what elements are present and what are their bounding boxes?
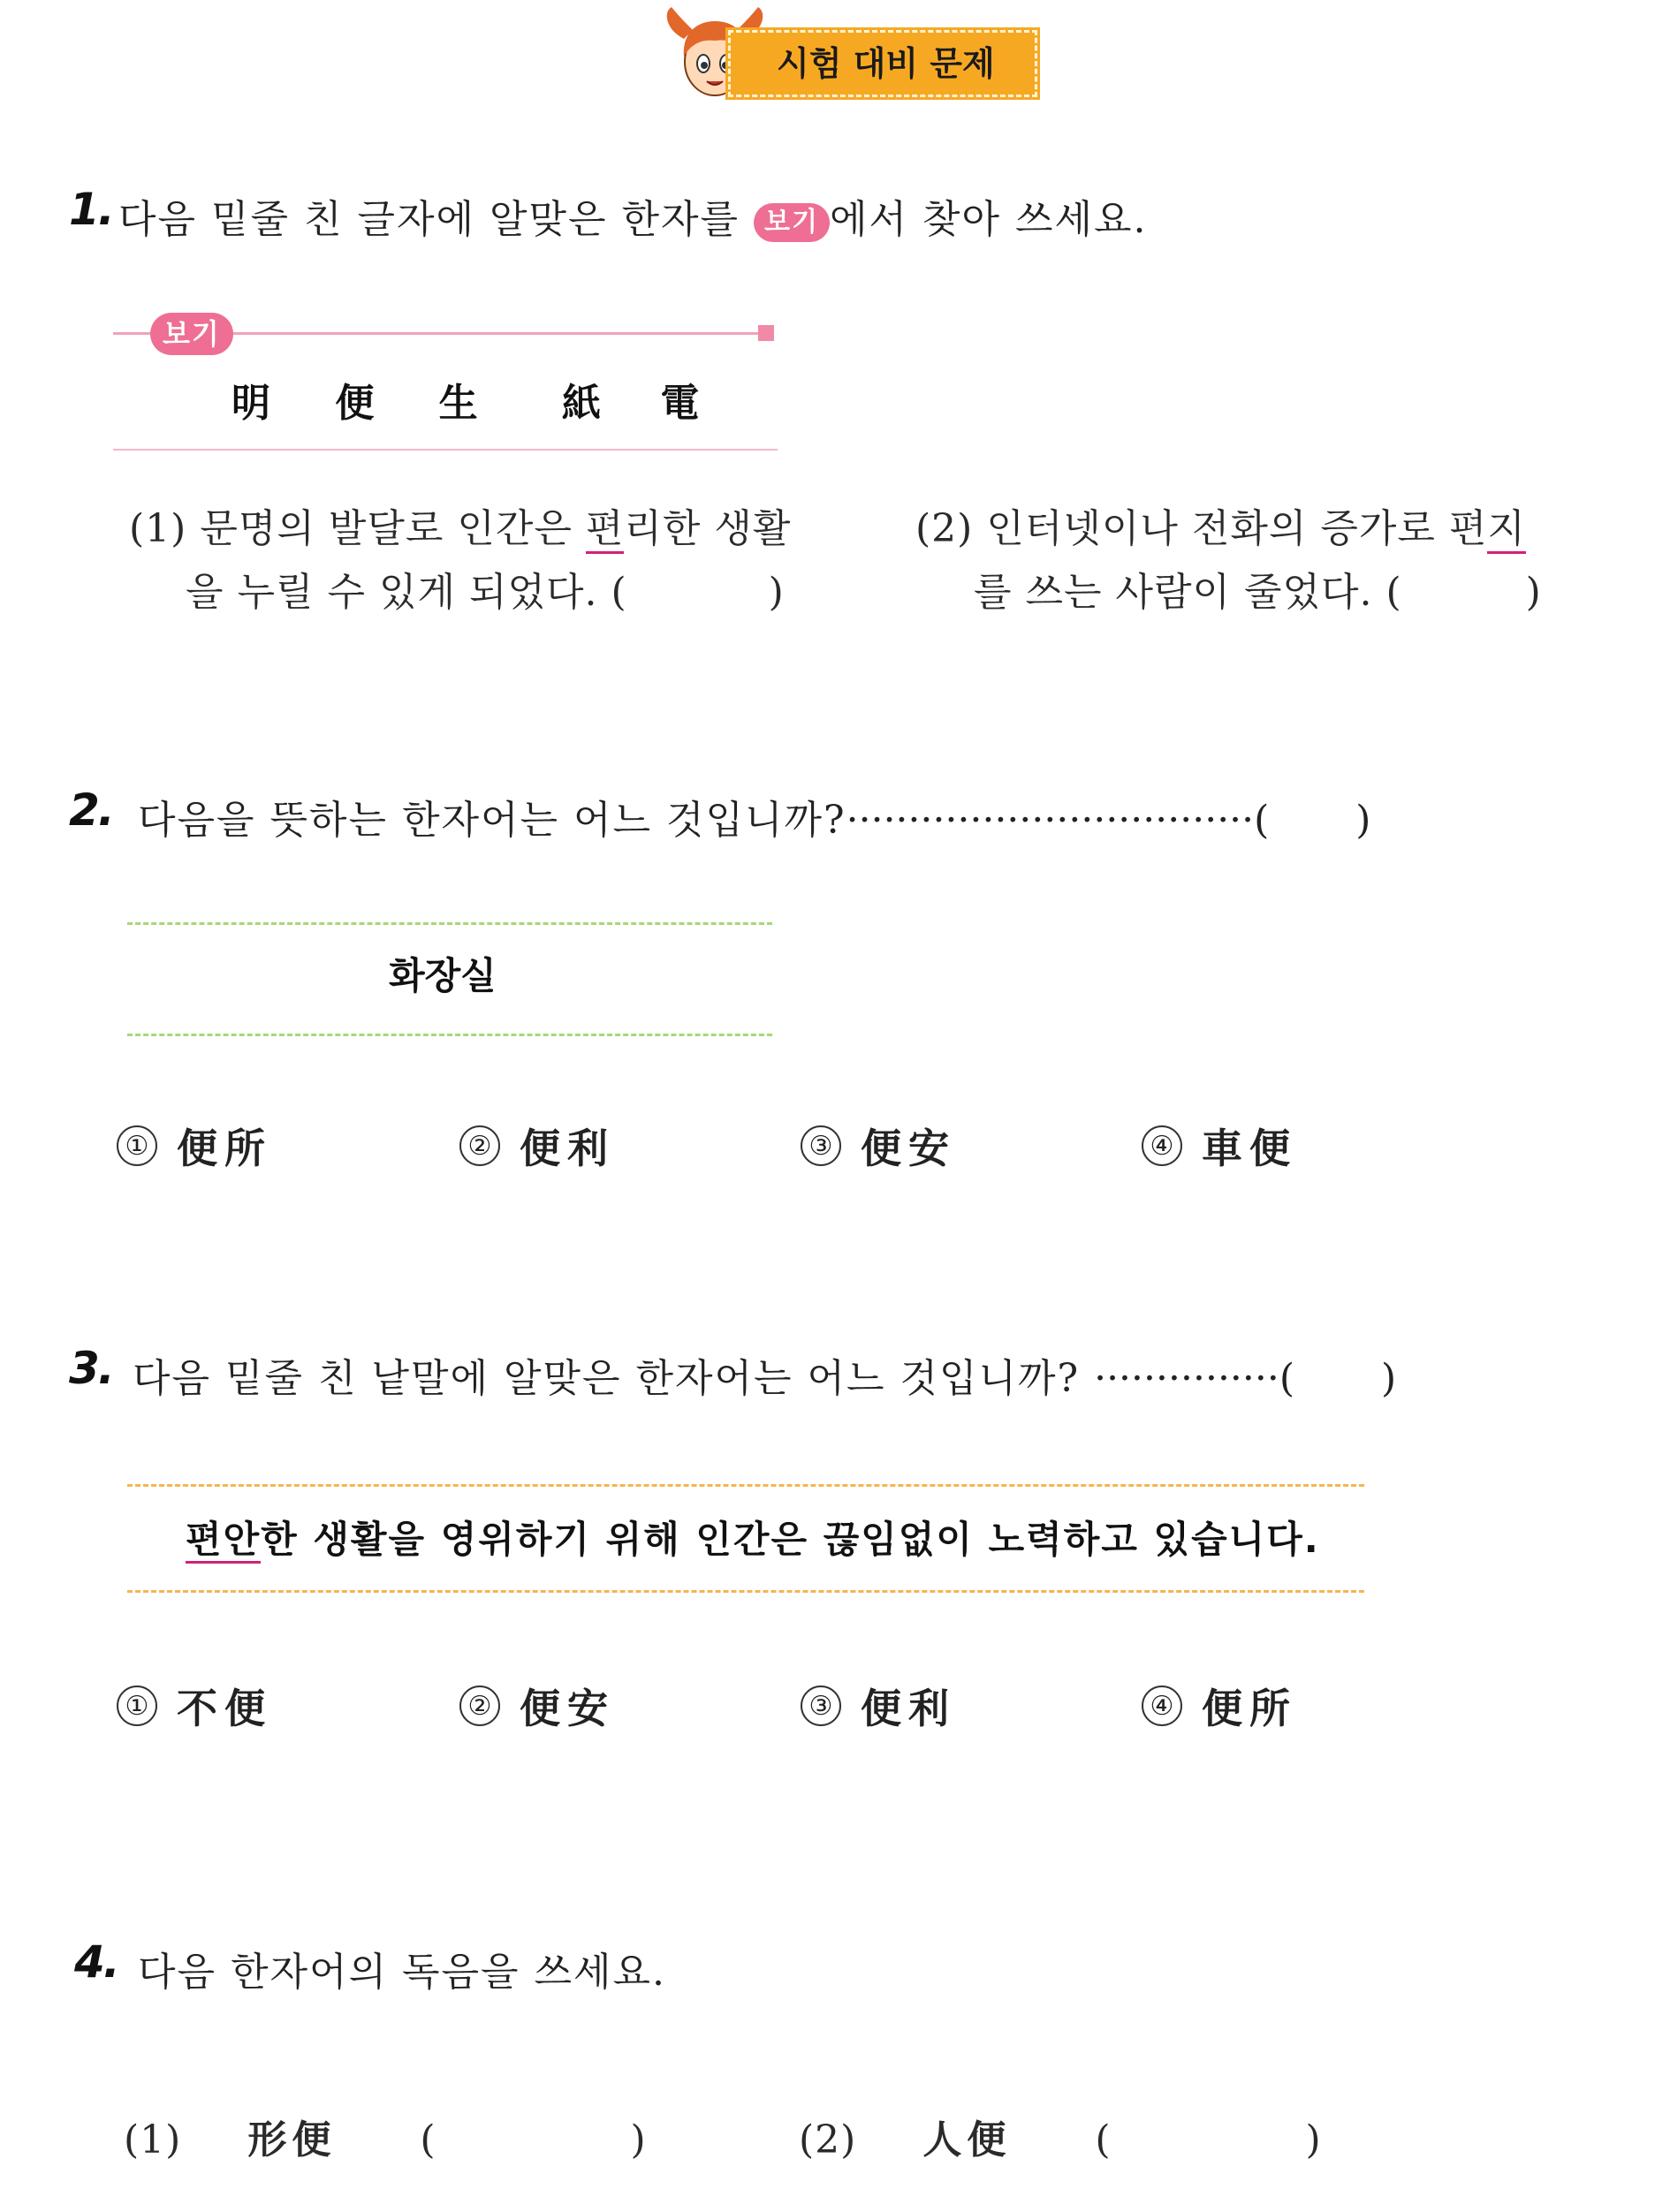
- q4-item-1: (1) 形便 ( ): [124, 2117, 647, 2163]
- q1-item-1-line-2: 을 누릴 수 있게 되었다. ( ): [186, 570, 785, 615]
- question-1-text: 다음 밑줄 친 글자에 알맞은 한자를 보기 에서 찾아 쓰세요.: [118, 197, 1148, 242]
- q2-choice-1[interactable]: ① 便所: [117, 1117, 272, 1175]
- hanja-options: [232, 371, 699, 428]
- q3-choice-2[interactable]: ② 便安: [459, 1677, 615, 1735]
- q1-item-2-line-2: 를 쓰는 사람이 줄었다. ( ): [974, 570, 1542, 615]
- q1-item-2-line-1: (2) 인터넷이나 전화의 증가로 편지: [915, 496, 1526, 553]
- hanja-option: 明: [232, 381, 270, 426]
- orange-dashed-top: [127, 1484, 1364, 1487]
- question-number-1: 1.: [69, 184, 113, 235]
- q2-choice-2[interactable]: ② 便利: [459, 1117, 615, 1175]
- q3-sentence: 편안한 생활을 영위하기 위해 인간은 끊임없이 노력하고 있습니다.: [186, 1511, 1320, 1564]
- green-dashed-bottom: [127, 1034, 772, 1036]
- underlined-char: 지: [1487, 506, 1526, 554]
- question-number-4: 4.: [74, 1936, 118, 1988]
- q3-choice-4[interactable]: ④ 便所: [1142, 1677, 1297, 1735]
- orange-dashed-bottom: [127, 1590, 1364, 1593]
- question-number-3: 3.: [69, 1343, 113, 1394]
- underlined-char: 편: [586, 506, 625, 554]
- answer-paren[interactable]: ( ): [1279, 1356, 1399, 1401]
- question-2-text: 다음을 뜻하는 한자어는 어느 것입니까?·································( ): [138, 798, 1373, 843]
- hanja-option: 紙: [561, 381, 601, 426]
- q2-choice-4[interactable]: ④ 車便: [1142, 1117, 1297, 1175]
- q1-item-1-line-1: (1) 문명의 발달로 인간은 편리한 생활: [129, 496, 791, 553]
- question-4-text: 다음 한자어의 독음을 쓰세요.: [138, 1950, 666, 1995]
- bogi-box-label: 보기: [150, 313, 233, 355]
- hanja-option: 便: [335, 381, 375, 426]
- box-corner-square: [758, 325, 774, 341]
- q4-item-2: (2) 人便 ( ): [799, 2117, 1322, 2163]
- underlined-word: 편안: [186, 1518, 261, 1564]
- section-badge: 시험 대비 문제: [728, 30, 1037, 97]
- hanja-option: 電: [660, 381, 700, 426]
- question-number-2: 2.: [69, 784, 113, 836]
- meaning-word: 화장실: [389, 954, 497, 997]
- hanja-option: 生: [438, 381, 478, 426]
- q3-choice-3[interactable]: ③ 便利: [801, 1677, 956, 1735]
- bogi-pill: 보기: [754, 203, 830, 242]
- q3-choice-1[interactable]: ① 不便: [117, 1677, 272, 1735]
- box-bottom-line: [113, 449, 778, 451]
- question-3-text: 다음 밑줄 친 낱말에 알맞은 한자어는 어느 것입니까? ···············( ): [133, 1356, 1399, 1401]
- green-dashed-top: [127, 922, 772, 925]
- answer-paren[interactable]: ( ): [1254, 798, 1373, 843]
- q2-choice-3[interactable]: ③ 便安: [801, 1117, 956, 1175]
